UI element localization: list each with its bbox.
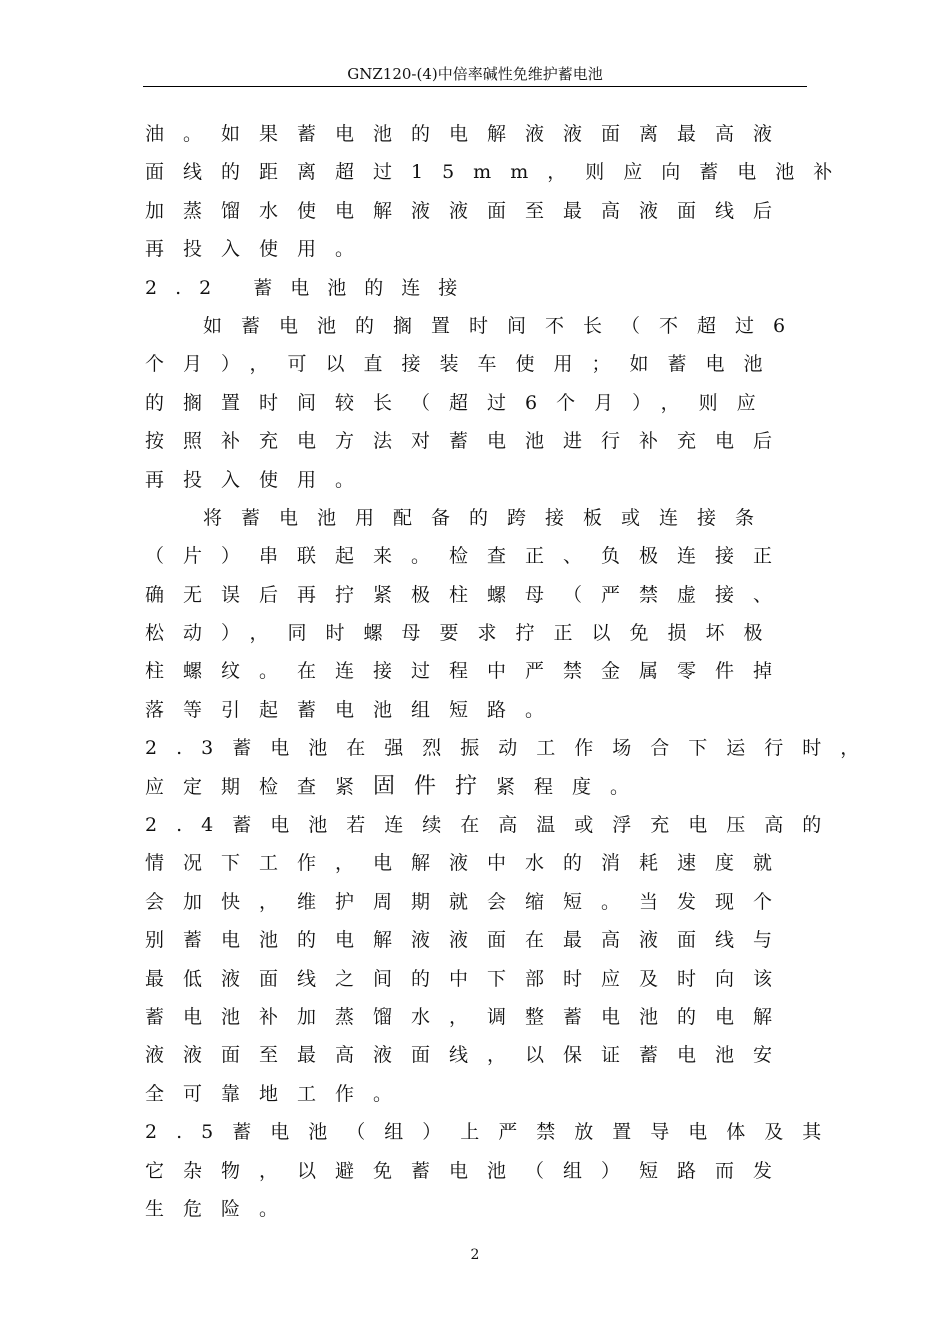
text-line: 2.5蓄电池（组）上严禁放置导电体及其 [145, 1121, 841, 1144]
text-line: 最低液面线之间的中下部时应及时向该 [145, 967, 792, 990]
header-rule [143, 86, 807, 87]
text-line: 蓄电池补加蒸馏水，调整蓄电池的电解 [145, 1005, 792, 1028]
text-line: 面线的距离超过15mm，则应向蓄电池补 [145, 161, 852, 184]
text-line: 如蓄电池的搁置时间不长（不超过6 [203, 314, 805, 337]
text-line: 再投入使用。 [145, 468, 374, 491]
text-line: 会加快，维护周期就会缩短。当发现个 [145, 890, 792, 913]
text-line: 2.3蓄电池在强烈振动工作场合下运行时， [145, 737, 879, 760]
text-segment: 紧程度。 [496, 775, 649, 798]
text-line: 加蒸馏水使电解液液面至最高液面线后 [145, 199, 792, 222]
text-line [145, 768, 805, 806]
text-segment-large: 固件拧 [373, 773, 497, 799]
page-number: 2 [470, 1247, 480, 1263]
text-line: 柱螺纹。在连接过程中严禁金属零件掉 [145, 660, 792, 683]
text-line: 它杂物，以避免蓄电池（组）短路而发 [145, 1159, 792, 1182]
text-line: 2.4蓄电池若连续在高温或浮充电压高的 [145, 814, 841, 837]
text-line: 确无误后再拧紧极柱螺母（严禁虚接、 [145, 583, 792, 606]
text-line: （片）串联起来。检查正、负极连接正 [145, 545, 792, 568]
running-header: GNZ120-(4)中倍率碱性免维护蓄电池 [347, 65, 603, 83]
document-body [145, 115, 879, 1228]
text-line: 将蓄电池用配备的跨接板或连接条 [203, 506, 774, 529]
text-line: 按照补充电方法对蓄电池进行补充电后 [145, 430, 792, 453]
text-line: 个月），可以直接装车使用；如蓄电池 [145, 353, 782, 376]
text-line: 落等引起蓄电池组短路。 [145, 698, 564, 721]
text-segment: 应定期检查紧 [145, 775, 374, 798]
text-line: 的搁置时间较长（超过6个月），则应 [145, 391, 775, 414]
text-line: 生危险。 [145, 1197, 298, 1220]
text-line: 再投入使用。 [145, 238, 374, 261]
text-line: 液液面至最高液面线，以保证蓄电池安 [145, 1044, 792, 1067]
text-line: 全可靠地工作。 [145, 1082, 412, 1105]
text-line: 松动），同时螺母要求拧正以免损坏极 [145, 622, 782, 645]
text-line: 情况下工作，电解液中水的消耗速度就 [145, 852, 792, 875]
section-heading: 2.2 蓄电池的连接 [145, 276, 476, 299]
text-line: 油。如果蓄电池的电解液液面离最高液 [145, 123, 792, 145]
text-line: 别蓄电池的电解液液面在最高液面线与 [145, 929, 792, 952]
